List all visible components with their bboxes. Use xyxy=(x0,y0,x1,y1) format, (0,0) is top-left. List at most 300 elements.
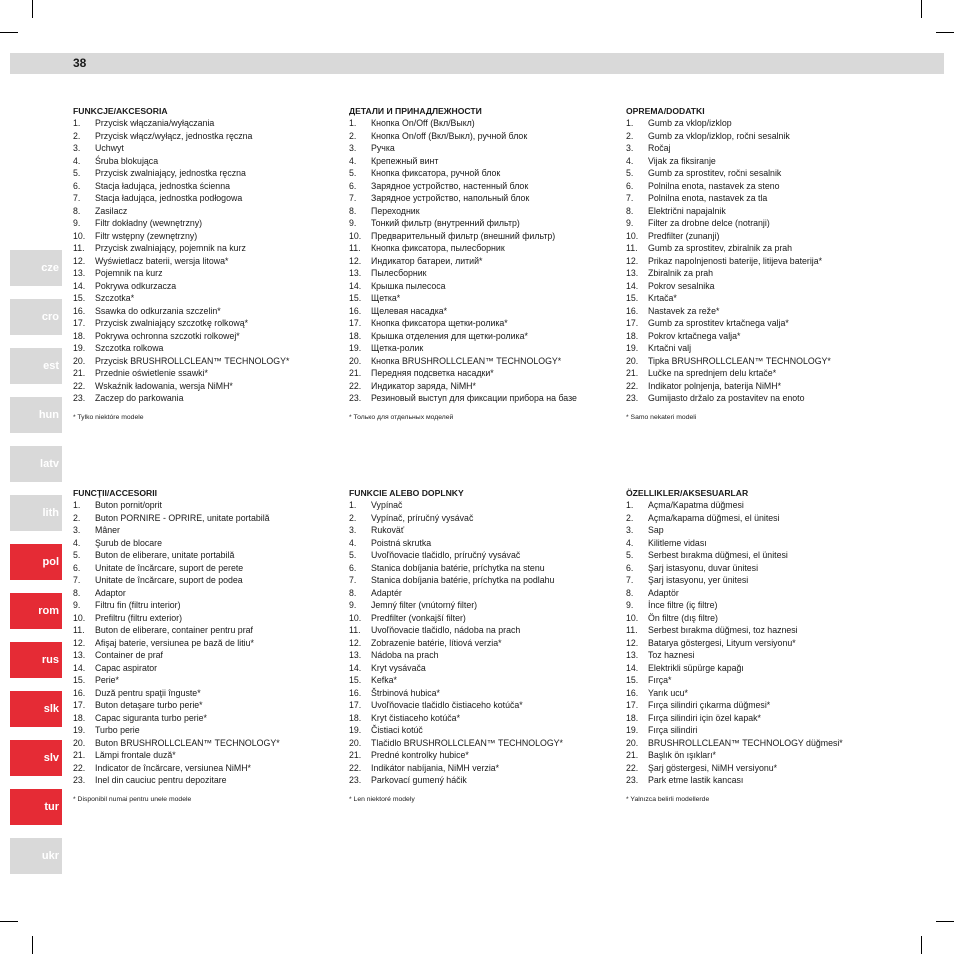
list-item xyxy=(626,649,896,662)
item-text: Крышка пылесоса xyxy=(371,280,446,291)
item-text: Batarya göstergesi, Lityum versiyonu* xyxy=(648,637,796,648)
item-number: 14. xyxy=(73,280,86,291)
language-tab-label: latv xyxy=(40,458,59,470)
list-item xyxy=(73,292,343,305)
item-number: 9. xyxy=(626,600,634,610)
item-number: 20. xyxy=(626,737,639,748)
list-item xyxy=(349,167,619,180)
list-item xyxy=(349,724,619,737)
item-number: 11. xyxy=(626,625,638,635)
item-number: 21. xyxy=(73,750,86,760)
section-title: ДЕТАЛИ И ПРИНАДЛЕЖНОСТИ xyxy=(349,106,482,116)
list-item xyxy=(73,612,343,625)
item-number: 13. xyxy=(626,268,639,278)
item-text: Capac aspirator xyxy=(95,662,158,673)
item-number: 15. xyxy=(626,293,639,303)
item-number: 21. xyxy=(626,368,639,378)
list-item xyxy=(73,549,343,562)
item-text: Pojemnik na kurz xyxy=(95,268,163,278)
section-title: FUNKCJE/AKCESORIA xyxy=(73,106,168,116)
item-number: 20. xyxy=(626,355,639,366)
item-number: 18. xyxy=(349,330,362,341)
item-number: 7. xyxy=(73,193,81,203)
list-item xyxy=(349,117,619,130)
item-text: Кнопка BRUSHROLLCLEAN™ TECHNOLOGY* xyxy=(371,355,562,366)
item-number: 14. xyxy=(626,280,639,291)
item-number: 17. xyxy=(349,700,362,710)
language-tab-label: tur xyxy=(44,801,59,813)
item-number: 17. xyxy=(349,318,362,328)
item-text: Stanica dobíjania batérie, príchytka na podlahu xyxy=(371,575,555,585)
item-text: İnce filtre (iç filtre) xyxy=(648,600,718,610)
item-text: Afişaj baterie, versiunea pe bază de litiu* xyxy=(95,637,254,648)
item-number: 1. xyxy=(349,118,357,128)
list-item xyxy=(73,180,343,193)
section-footnote: * Disponibil numai pentru unele modele xyxy=(73,795,192,803)
item-text: Тонкий фильтр (внутренний фильтр) xyxy=(371,218,520,228)
item-number: 3. xyxy=(626,525,634,535)
list-item xyxy=(349,712,619,725)
item-number: 17. xyxy=(73,318,86,328)
language-tab-rom[interactable] xyxy=(10,593,62,629)
item-text: Uvoľňovacie tlačidlo čistiaceho kotúča* xyxy=(371,700,523,710)
list-item xyxy=(73,217,343,230)
item-text: Jemný filter (vnútorný filter) xyxy=(371,600,478,610)
item-number: 23. xyxy=(626,775,639,785)
list-item xyxy=(73,117,343,130)
item-text: Gumb za sprostitev krtačnega valja* xyxy=(648,318,789,328)
item-number: 11. xyxy=(349,243,361,253)
item-text: Adaptör xyxy=(648,587,679,598)
item-number: 19. xyxy=(73,725,86,735)
item-number: 1. xyxy=(626,118,634,128)
item-text: Pokrov krtačnega valja* xyxy=(648,330,741,341)
list-item xyxy=(73,342,343,355)
item-text: Uvoľňovacie tlačidlo, príručný vysávač xyxy=(371,550,521,560)
item-text: Передняя подсветка насадки* xyxy=(371,368,494,378)
item-number: 18. xyxy=(626,330,639,341)
item-number: 19. xyxy=(349,725,362,735)
section-tur xyxy=(626,487,896,804)
item-number: 18. xyxy=(349,712,362,723)
item-number: 16. xyxy=(626,305,639,316)
item-number: 20. xyxy=(73,737,86,748)
list-item xyxy=(349,599,619,612)
list-item xyxy=(73,712,343,725)
item-text: Gumb za vklop/izklop xyxy=(648,118,732,128)
item-text: Sap xyxy=(648,525,664,535)
list-item xyxy=(349,342,619,355)
item-number: 3. xyxy=(349,525,357,535)
item-text: Щетка* xyxy=(371,293,401,303)
item-text: Szczotka* xyxy=(95,293,135,303)
section-rus xyxy=(349,105,619,422)
item-text: Зарядное устройство, напольный блок xyxy=(371,193,530,203)
list-item xyxy=(626,712,896,725)
list-item xyxy=(626,624,896,637)
item-number: 22. xyxy=(626,380,639,391)
item-number: 14. xyxy=(73,662,86,673)
list-item xyxy=(349,624,619,637)
item-number: 7. xyxy=(349,575,357,585)
list-item xyxy=(73,687,343,700)
item-number: 9. xyxy=(626,218,634,228)
list-item xyxy=(73,330,343,343)
list-item xyxy=(73,749,343,762)
list-item xyxy=(626,317,896,330)
item-text: Pokrywa ochronna szczotki rolkowej* xyxy=(95,330,240,341)
list-item xyxy=(626,342,896,355)
item-text: Зарядное устройство, настенный блок xyxy=(371,180,529,191)
item-number: 20. xyxy=(349,737,362,748)
item-number: 8. xyxy=(349,587,357,598)
language-tab-lith[interactable] xyxy=(10,495,62,531)
list-item xyxy=(349,737,619,750)
language-tab-label: slv xyxy=(43,752,59,764)
list-item xyxy=(626,167,896,180)
item-text: Gumb za sprostitev, zbiralnik za prah xyxy=(648,243,793,253)
item-number: 13. xyxy=(626,650,639,660)
item-text: Şurub de blocare xyxy=(95,537,162,548)
list-item xyxy=(626,687,896,700)
crop-mark xyxy=(921,0,922,18)
language-tab-latv[interactable] xyxy=(10,446,62,482)
list-item xyxy=(73,599,343,612)
list-item xyxy=(73,537,343,550)
list-item xyxy=(73,649,343,662)
item-text: Lučke na sprednjem delu krtače* xyxy=(648,368,777,378)
item-text: Gumb za sprostitev, ročni sesalnik xyxy=(648,168,782,178)
item-text: Крышка отделения для щетки-ролика* xyxy=(371,330,528,341)
item-text: Polnilna enota, nastavek za steno xyxy=(648,180,780,191)
item-number: 19. xyxy=(73,343,86,353)
list-item xyxy=(73,699,343,712)
item-number: 5. xyxy=(626,550,634,560)
language-tab-slv[interactable] xyxy=(10,740,62,776)
item-number: 12. xyxy=(626,255,639,266)
item-text: Filtr dokładny (wewnętrzny) xyxy=(95,218,203,228)
language-tab-hun[interactable] xyxy=(10,397,62,433)
language-tab-label: slk xyxy=(43,703,59,715)
item-number: 16. xyxy=(626,687,639,698)
item-text: Wskaźnik ładowania, wersja NiMH* xyxy=(95,380,233,391)
item-text: Indikator polnjenja, baterija NiMH* xyxy=(648,380,781,391)
item-number: 11. xyxy=(73,625,85,635)
list-item xyxy=(626,242,896,255)
item-text: Turbo perie xyxy=(95,725,140,735)
list-item xyxy=(73,512,343,525)
item-number: 7. xyxy=(626,575,634,585)
item-number: 2. xyxy=(349,130,357,141)
item-text: Filter za drobne delce (notranji) xyxy=(648,218,770,228)
item-number: 2. xyxy=(73,512,81,523)
item-number: 15. xyxy=(626,675,639,685)
item-number: 6. xyxy=(349,180,357,191)
list-item xyxy=(73,574,343,587)
header-bar xyxy=(10,53,944,74)
item-number: 18. xyxy=(73,330,86,341)
section-footnote: * Tylko niektóre modele xyxy=(73,413,144,421)
crop-mark xyxy=(0,32,18,33)
item-number: 12. xyxy=(349,637,362,648)
item-text: Poistná skrutka xyxy=(371,537,432,548)
item-number: 12. xyxy=(626,637,639,648)
item-text: Predfilter (zunanji) xyxy=(648,230,720,241)
list-item xyxy=(626,749,896,762)
item-number: 4. xyxy=(73,537,81,548)
section-footnote: * Yalnızca belirli modellerde xyxy=(626,795,710,803)
language-tab-label: cze xyxy=(41,262,59,274)
section-title: ÖZELLIKLER/AKSESUARLAR xyxy=(626,488,749,498)
list-item xyxy=(73,724,343,737)
item-text: Açma/Kapatma düğmesi xyxy=(648,500,744,510)
list-item xyxy=(626,537,896,550)
list-item xyxy=(349,687,619,700)
list-item xyxy=(73,242,343,255)
item-number: 19. xyxy=(626,343,639,353)
item-number: 2. xyxy=(626,512,634,523)
item-number: 8. xyxy=(626,205,634,216)
list-item xyxy=(349,280,619,293)
list-item xyxy=(626,574,896,587)
item-number: 8. xyxy=(73,587,81,598)
crop-mark xyxy=(936,921,954,922)
list-item xyxy=(349,499,619,512)
list-item xyxy=(349,305,619,318)
list-item xyxy=(73,587,343,600)
item-text: Nastavek za reže* xyxy=(648,305,720,316)
crop-mark xyxy=(32,0,33,18)
item-number: 19. xyxy=(349,343,362,353)
item-text: Pokrywa odkurzacza xyxy=(95,280,177,291)
item-number: 7. xyxy=(73,575,81,585)
item-number: 4. xyxy=(349,155,357,166)
item-text: Inel din cauciuc pentru depozitare xyxy=(95,775,227,785)
list-item xyxy=(73,305,343,318)
language-tab-rus[interactable] xyxy=(10,642,62,678)
item-text: Szczotka rolkowa xyxy=(95,343,164,353)
item-text: Polnilna enota, nastavek za tla xyxy=(648,193,768,203)
item-text: Fırça silindiri çıkarma düğmesi* xyxy=(648,700,771,710)
list-item xyxy=(73,142,343,155)
list-item xyxy=(626,392,896,405)
item-number: 5. xyxy=(73,550,81,560)
item-number: 22. xyxy=(73,762,86,773)
item-text: Rukoväť xyxy=(371,525,405,535)
item-number: 16. xyxy=(73,305,86,316)
item-text: Tlačidlo BRUSHROLLCLEAN™ TECHNOLOGY* xyxy=(371,737,563,748)
item-text: Adaptor xyxy=(95,587,126,598)
item-text: Stanica dobíjania batérie, príchytka na stenu xyxy=(371,562,545,573)
list-item xyxy=(73,130,343,143)
section-title: FUNCŢII/ACCESORII xyxy=(73,488,158,498)
language-tab-label: pol xyxy=(42,556,59,568)
item-number: 10. xyxy=(349,612,362,623)
item-text: Buton de eliberare, container pentru praf xyxy=(95,625,253,635)
item-text: Предварительный фильтр (внешний фильтр) xyxy=(371,230,556,241)
item-number: 23. xyxy=(73,775,86,785)
item-number: 16. xyxy=(73,687,86,698)
item-text: Fırça* xyxy=(648,675,672,685)
item-number: 3. xyxy=(73,525,81,535)
item-number: 3. xyxy=(349,143,357,153)
item-text: Serbest bırakma düğmesi, toz haznesi xyxy=(648,625,798,635)
item-number: 13. xyxy=(73,650,86,660)
list-item xyxy=(73,317,343,330)
list-item xyxy=(73,255,343,268)
item-number: 15. xyxy=(73,675,86,685)
list-item xyxy=(349,562,619,575)
item-number: 19. xyxy=(626,725,639,735)
language-tab-cze[interactable] xyxy=(10,250,62,286)
item-text: Indikátor nabíjania, NiMH verzia* xyxy=(371,762,500,773)
item-number: 2. xyxy=(73,130,81,141)
list-item xyxy=(349,205,619,218)
list-item xyxy=(349,537,619,550)
page-number: 38 xyxy=(73,56,87,70)
item-text: Parkovací gumený háčik xyxy=(371,775,467,785)
list-item xyxy=(349,317,619,330)
list-item xyxy=(626,267,896,280)
item-number: 13. xyxy=(349,268,362,278)
item-text: Vypínač xyxy=(371,500,403,510)
language-tab-cro[interactable] xyxy=(10,299,62,335)
item-text: Fırça silindiri xyxy=(648,725,698,735)
section-title: FUNKCIE ALEBO DOPLNKY xyxy=(349,488,464,498)
list-item xyxy=(349,674,619,687)
item-number: 11. xyxy=(349,625,361,635)
item-number: 23. xyxy=(73,393,86,403)
item-number: 5. xyxy=(626,168,634,178)
item-number: 5. xyxy=(73,168,81,178)
item-number: 5. xyxy=(349,550,357,560)
section-slk xyxy=(349,487,619,804)
list-item xyxy=(73,367,343,380)
list-item xyxy=(349,699,619,712)
item-text: Zaczep do parkowania xyxy=(95,393,184,403)
section-footnote: * Только для отдельных моделей xyxy=(349,413,454,421)
item-number: 8. xyxy=(626,587,634,598)
item-number: 8. xyxy=(73,205,81,216)
language-tab-pol[interactable] xyxy=(10,544,62,580)
item-text: Filtru fin (filtru interior) xyxy=(95,600,181,610)
list-item xyxy=(349,392,619,405)
list-item xyxy=(73,230,343,243)
item-text: Duză pentru spaţii înguste* xyxy=(95,687,201,698)
item-number: 3. xyxy=(73,143,81,153)
list-item xyxy=(626,192,896,205)
list-item xyxy=(349,130,619,143)
item-text: Pokrov sesalnika xyxy=(648,280,715,291)
item-number: 6. xyxy=(626,562,634,573)
list-item xyxy=(626,330,896,343)
item-text: Przycisk włączania/wyłączania xyxy=(95,118,215,128)
language-tab-ukr[interactable] xyxy=(10,838,62,874)
list-item xyxy=(626,637,896,650)
item-number: 23. xyxy=(349,393,362,403)
list-item xyxy=(349,762,619,775)
list-item xyxy=(349,549,619,562)
item-text: Čistiaci kotúč xyxy=(371,725,423,735)
item-number: 14. xyxy=(349,280,362,291)
item-text: Capac siguranta turbo perie* xyxy=(95,712,207,723)
item-text: Mâner xyxy=(95,525,120,535)
item-number: 10. xyxy=(626,230,639,241)
item-number: 12. xyxy=(349,255,362,266)
language-tab-tur[interactable] xyxy=(10,789,62,825)
item-number: 18. xyxy=(626,712,639,723)
list-item xyxy=(626,774,896,787)
item-number: 4. xyxy=(73,155,81,166)
list-item xyxy=(349,192,619,205)
list-item xyxy=(73,737,343,750)
item-number: 9. xyxy=(349,218,357,228)
item-text: Пылесборник xyxy=(371,268,427,278)
list-item xyxy=(626,367,896,380)
item-number: 17. xyxy=(626,700,639,710)
item-text: Индикатор заряда, NiMH* xyxy=(371,380,476,391)
list-item xyxy=(349,142,619,155)
item-number: 10. xyxy=(626,612,639,623)
item-number: 6. xyxy=(73,562,81,573)
list-item xyxy=(626,599,896,612)
list-item xyxy=(626,130,896,143)
list-item xyxy=(73,205,343,218)
crop-mark xyxy=(0,921,18,922)
language-tab-est[interactable] xyxy=(10,348,62,384)
list-item xyxy=(626,587,896,600)
list-item xyxy=(73,155,343,168)
list-item xyxy=(626,562,896,575)
item-number: 14. xyxy=(626,662,639,673)
list-item xyxy=(626,180,896,193)
list-item xyxy=(349,155,619,168)
item-text: BRUSHROLLCLEAN™ TECHNOLOGY düğmesi* xyxy=(648,737,843,748)
list-item xyxy=(73,392,343,405)
item-text: Kryt vysávača xyxy=(371,662,426,673)
list-item xyxy=(626,549,896,562)
item-number: 16. xyxy=(349,305,362,316)
item-number: 4. xyxy=(349,537,357,548)
list-item xyxy=(626,512,896,525)
item-text: Przycisk zwalniający szczotkę rolkową* xyxy=(95,318,249,328)
item-text: Yarık ucu* xyxy=(648,687,688,698)
item-text: Kefka* xyxy=(371,675,397,685)
list-item xyxy=(73,167,343,180)
item-number: 10. xyxy=(349,230,362,241)
language-tab-slk[interactable] xyxy=(10,691,62,727)
item-text: Переходник xyxy=(371,205,420,216)
item-text: Stacja ładująca, jednostka podłogowa xyxy=(95,193,243,203)
item-number: 1. xyxy=(626,500,634,510)
list-item xyxy=(73,192,343,205)
item-text: Elektrikli süpürge kapağı xyxy=(648,662,744,673)
item-number: 4. xyxy=(626,155,634,166)
list-item xyxy=(626,255,896,268)
item-text: Predfilter (vonkajší filter) xyxy=(371,612,466,623)
item-number: 21. xyxy=(626,750,639,760)
item-text: Buton BRUSHROLLCLEAN™ TECHNOLOGY* xyxy=(95,737,280,748)
item-text: Przycisk zwalniający, jednostka ręczna xyxy=(95,168,246,178)
item-number: 22. xyxy=(349,380,362,391)
item-number: 22. xyxy=(349,762,362,773)
item-number: 9. xyxy=(73,600,81,610)
item-text: Açma/kapama düğmesi, el ünitesi xyxy=(648,512,780,523)
item-text: Stacja ładująca, jednostka ścienna xyxy=(95,180,230,191)
item-text: Şarj istasyonu, duvar ünitesi xyxy=(648,562,759,573)
item-text: Zbiralnik za prah xyxy=(648,268,714,278)
list-item xyxy=(349,774,619,787)
